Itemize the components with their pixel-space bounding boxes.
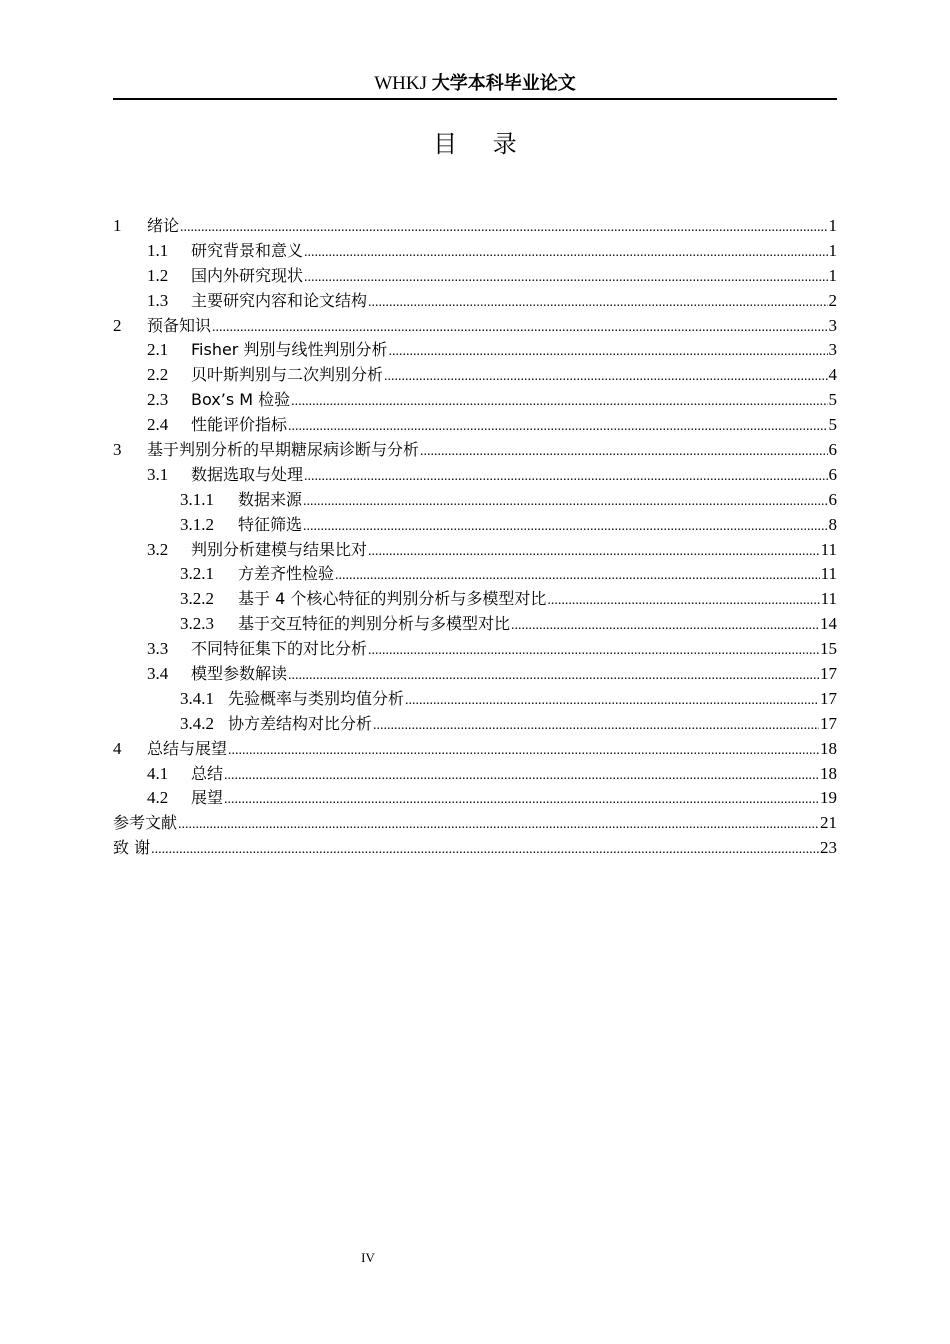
page-title: 目 录 <box>433 130 531 158</box>
toc-entry-page: 15 <box>820 639 837 659</box>
toc-entry[interactable] <box>113 687 837 712</box>
toc-dot-leader <box>228 737 819 764</box>
toc-entry-title: 总结 <box>191 763 224 783</box>
toc-entry-number: 3.2.3 <box>180 614 214 634</box>
toc-dot-leader <box>224 786 819 813</box>
toc-entry-page: 1 <box>828 265 837 285</box>
toc-entry[interactable] <box>113 314 837 339</box>
header-title: 大学本科毕业论文 <box>431 73 576 94</box>
toc-entry-page: 3 <box>828 315 837 335</box>
toc-entry-page: 19 <box>820 788 837 808</box>
toc-dot-leader <box>368 538 820 565</box>
toc-entry-title: 基于 4 个核心特征的判别分析与多模型对比 <box>238 589 547 609</box>
toc-entry-page: 18 <box>820 763 837 783</box>
toc-dot-leader <box>405 687 819 714</box>
toc-dot-leader <box>291 388 827 415</box>
toc-dot-leader <box>288 413 827 440</box>
toc-entry[interactable] <box>113 463 837 488</box>
toc-entry-number: 3.4.1 <box>180 688 214 708</box>
toc-entry[interactable] <box>113 413 837 438</box>
header-rule <box>113 98 837 100</box>
toc-entry-number: 2.2 <box>147 365 169 385</box>
toc-dot-leader <box>304 239 827 266</box>
toc-entry-page: 18 <box>820 738 837 758</box>
toc-entry[interactable] <box>113 264 837 289</box>
toc-entry[interactable] <box>113 612 837 637</box>
toc-entry-page: 11 <box>820 589 837 609</box>
toc-entry-title: 不同特征集下的对比分析 <box>191 639 368 659</box>
toc-entry[interactable] <box>113 662 837 687</box>
toc-entry-title: 方差齐性检验 <box>238 564 335 584</box>
toc-entry-page: 21 <box>820 813 837 833</box>
toc-entry-page: 3 <box>828 340 837 360</box>
toc-dot-leader <box>368 289 827 316</box>
toc-dot-leader <box>303 513 827 540</box>
toc-entry-number: 1 <box>113 216 122 235</box>
toc-entry-page: 6 <box>828 489 837 509</box>
toc-entry-title: 贝叶斯判别与二次判别分析 <box>191 365 384 385</box>
toc-entry-number: 2.4 <box>147 415 169 435</box>
toc-entry-title: 研究背景和意义 <box>191 240 304 260</box>
toc-entry[interactable] <box>113 712 837 737</box>
toc-entry-title: 致 谢 <box>113 838 151 858</box>
toc-entry-page: 14 <box>820 614 837 634</box>
toc-entry-page: 5 <box>828 415 837 435</box>
toc-entry[interactable] <box>113 637 837 662</box>
toc-dot-leader <box>151 836 819 863</box>
toc-entry-page: 11 <box>820 564 837 584</box>
toc-entry-title: 模型参数解读 <box>191 664 288 684</box>
toc-entry-number: 1.3 <box>147 290 169 310</box>
toc-dot-leader <box>180 214 827 241</box>
toc-entry-title: 基于判别分析的早期糖尿病诊断与分析 <box>147 440 420 460</box>
toc-entry[interactable] <box>113 762 837 787</box>
toc-dot-leader <box>304 463 827 490</box>
toc-dot-leader <box>224 762 819 789</box>
toc-entry-number: 4.2 <box>147 788 169 808</box>
toc-entry-number: 4 <box>113 738 122 758</box>
toc-entry-number: 2.3 <box>147 390 169 410</box>
header-school-code: WHKJ <box>374 73 428 94</box>
toc-entry-title: Fisher 判别与线性判别分析 <box>191 340 388 360</box>
toc-entry-number: 3.4 <box>147 664 169 684</box>
toc-entry-number: 3.4.2 <box>180 713 214 733</box>
toc-dot-leader <box>388 338 827 365</box>
toc-entry[interactable] <box>113 388 837 413</box>
toc-entry[interactable] <box>113 811 837 836</box>
toc-entry-page: 8 <box>828 514 837 534</box>
table-of-contents <box>113 214 837 861</box>
toc-entry[interactable] <box>113 289 837 314</box>
toc-entry-title: 参考文献 <box>113 813 178 833</box>
toc-entry-number: 2.1 <box>147 340 169 360</box>
toc-entry[interactable] <box>113 513 837 538</box>
toc-entry[interactable] <box>113 214 837 239</box>
toc-dot-leader <box>304 264 827 291</box>
toc-entry-page: 17 <box>820 713 837 733</box>
toc-entry-number: 3.1 <box>147 464 169 484</box>
toc-entry[interactable] <box>113 587 837 612</box>
toc-entry[interactable] <box>113 538 837 563</box>
toc-entry[interactable] <box>113 239 837 264</box>
toc-dot-leader <box>212 314 827 341</box>
toc-entry-number: 4.1 <box>147 763 169 783</box>
toc-entry-number: 3.2.1 <box>180 564 214 584</box>
toc-entry-page: 5 <box>828 390 837 410</box>
toc-entry-number: 2 <box>113 315 122 335</box>
running-header <box>113 72 837 96</box>
toc-entry-page: 11 <box>820 539 837 559</box>
toc-entry[interactable] <box>113 836 837 861</box>
toc-dot-leader <box>178 811 819 838</box>
toc-dot-leader <box>547 587 819 614</box>
toc-dot-leader <box>511 612 819 639</box>
toc-entry[interactable] <box>113 438 837 463</box>
toc-entry-title: 数据来源 <box>238 489 303 509</box>
toc-entry-page: 4 <box>828 365 837 385</box>
toc-dot-leader <box>288 662 819 689</box>
toc-entry-number: 3.2 <box>147 539 169 559</box>
toc-entry[interactable] <box>113 562 837 587</box>
toc-entry-number: 3 <box>113 440 122 460</box>
toc-entry-title: 展望 <box>191 788 224 808</box>
toc-entry-page: 1 <box>828 216 837 235</box>
page-number: IV <box>361 1250 375 1265</box>
toc-dot-leader <box>368 637 819 664</box>
toc-entry-title: 先验概率与类别均值分析 <box>228 688 405 708</box>
toc-entry[interactable] <box>113 338 837 363</box>
toc-entry-page: 17 <box>820 688 837 708</box>
toc-entry-number: 3.1.1 <box>180 489 214 509</box>
toc-entry-page: 1 <box>828 240 837 260</box>
toc-entry-title: 数据选取与处理 <box>191 464 304 484</box>
toc-entry-title: 绪论 <box>147 216 180 235</box>
toc-entry-title: 预备知识 <box>147 315 212 335</box>
toc-entry-number: 1.1 <box>147 240 169 260</box>
toc-entry[interactable] <box>113 488 837 513</box>
toc-entry-page: 6 <box>828 464 837 484</box>
toc-entry-title: 特征筛选 <box>238 514 303 534</box>
toc-entry-page: 23 <box>820 838 837 858</box>
toc-dot-leader <box>420 438 827 465</box>
toc-entry-number: 1.2 <box>147 265 169 285</box>
toc-dot-leader <box>335 562 820 589</box>
toc-entry-title: 总结与展望 <box>147 738 228 758</box>
toc-entry-page: 17 <box>820 664 837 684</box>
toc-entry-title: 基于交互特征的判别分析与多模型对比 <box>238 614 511 634</box>
toc-entry-title: 国内外研究现状 <box>191 265 304 285</box>
toc-entry-title: 主要研究内容和论文结构 <box>191 290 368 310</box>
toc-entry[interactable] <box>113 737 837 762</box>
toc-entry-title: 判别分析建模与结果比对 <box>191 539 368 559</box>
toc-entry-page: 6 <box>828 440 837 460</box>
toc-dot-leader <box>373 712 819 739</box>
toc-entry-number: 3.2.2 <box>180 589 214 609</box>
toc-entry-number: 3.1.2 <box>180 514 214 534</box>
toc-entry-number: 3.3 <box>147 639 169 659</box>
toc-entry-title: Box’s M 检验 <box>191 390 291 410</box>
toc-entry[interactable] <box>113 786 837 811</box>
toc-entry[interactable] <box>113 363 837 388</box>
toc-entry-title: 协方差结构对比分析 <box>228 713 373 733</box>
toc-dot-leader <box>303 488 827 515</box>
toc-dot-leader <box>384 363 827 390</box>
toc-entry-title: 性能评价指标 <box>191 415 288 435</box>
toc-entry-page: 2 <box>828 290 837 310</box>
